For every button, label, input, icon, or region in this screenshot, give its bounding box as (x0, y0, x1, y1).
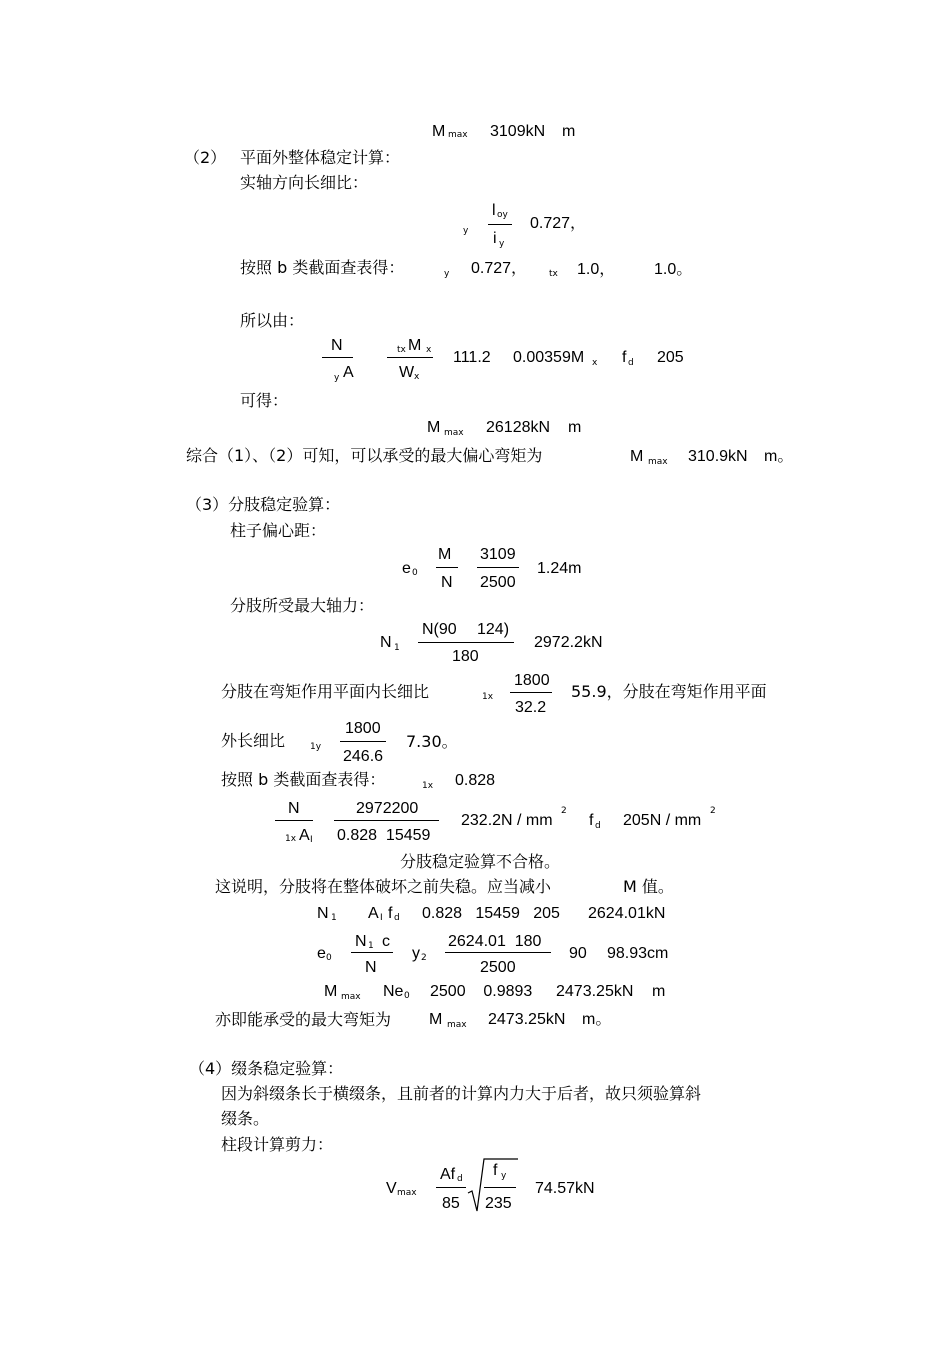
paragraph-text: 柱子偏心距： (230, 521, 327, 540)
formula-text: 1.24m (537, 560, 582, 577)
paragraph-text: 按照 b 类截面查表得： (221, 770, 386, 789)
formula-text: N (380, 634, 392, 651)
subscript: d (628, 358, 634, 368)
subscript: y (444, 269, 450, 279)
formula-text: m。 (582, 1011, 612, 1028)
subscript: y (501, 1171, 507, 1181)
formula-text: M (630, 448, 644, 465)
formula-text: M (427, 419, 441, 436)
formula-text: 0.727， (530, 215, 587, 232)
paragraph-text: 因为斜缀条长于横缀条，且前者的计算内力大于后者，故只须验算斜 (221, 1084, 702, 1103)
formula-text: 32.2 (515, 699, 547, 716)
fraction-bar (445, 952, 551, 953)
formula-text: 1.0， (577, 261, 616, 278)
formula-text: V (386, 1180, 397, 1197)
formula-text: c (382, 933, 390, 950)
formula-text: 0.00359M (513, 349, 585, 366)
formula-text: e (402, 560, 411, 577)
paragraph-text: 可得： (240, 391, 289, 410)
paragraph-text: M 值。 (623, 877, 674, 896)
formula-text: 0.828 15459 205 (422, 905, 560, 922)
subscript: x (426, 345, 432, 355)
formula-text: 3109kN (490, 123, 546, 140)
formula-text: M (408, 337, 422, 354)
formula-text: 232.2N / mm (461, 812, 553, 829)
formula-text: 2972.2kN (534, 634, 603, 651)
formula-text: A (343, 364, 354, 381)
fraction-bar (340, 741, 386, 742)
subscript: 1 (394, 643, 400, 653)
formula-text: e (317, 945, 326, 962)
formula-text: m (562, 123, 576, 140)
subscript: max (341, 992, 361, 1002)
paragraph-text: 所以由： (240, 311, 305, 330)
subscript: I (310, 835, 313, 845)
fraction-bar (334, 820, 439, 821)
paragraph-text: 分肢所受最大轴力： (230, 596, 375, 615)
formula-text: A (368, 905, 379, 922)
formula-text: 74.57kN (535, 1180, 595, 1197)
fraction-bar (477, 567, 519, 568)
paragraph-text: 外长细比 (221, 731, 286, 750)
subscript: 1x (285, 834, 297, 844)
formula-text: 2624.01 180 (448, 933, 542, 950)
formula-text: N (317, 905, 329, 922)
fraction-bar (488, 224, 512, 225)
subscript: 2 (421, 953, 427, 963)
formula-text: Ne (383, 983, 404, 1000)
formula-text: m (652, 983, 666, 1000)
subscript: max (444, 428, 464, 438)
formula-text: 2500 (480, 574, 516, 591)
formula-text: f (622, 349, 627, 366)
subscript: I (380, 913, 383, 923)
subscript: max (448, 130, 468, 140)
section-title: （4）缀条稳定验算： (189, 1059, 344, 1078)
formula-text: i (493, 230, 497, 247)
formula-text: f (589, 812, 594, 829)
subscript: max (397, 1188, 417, 1198)
formula-text: 0.828 (455, 772, 496, 789)
formula-text: Af (440, 1166, 456, 1183)
paragraph-text: 实轴方向长细比： (240, 173, 369, 192)
formula-text: N (331, 337, 343, 354)
formula-text: N (288, 800, 300, 817)
formula-text: 1800 (514, 672, 550, 689)
fraction-bar (436, 1187, 466, 1188)
formula-text: 235 (485, 1195, 512, 1212)
formula-text: l (492, 202, 496, 219)
subscript: y (499, 239, 505, 249)
formula-text: 2500 (480, 959, 516, 976)
formula-text: 310.9kN (688, 448, 748, 465)
subscript: d (394, 913, 400, 923)
fraction-bar (484, 1187, 516, 1188)
paragraph-text: 这说明，分肢将在整体破坏之前失稳。应当减小 (215, 877, 552, 896)
formula-text: m。 (764, 448, 794, 465)
fraction-bar (322, 357, 353, 358)
formula-text: 0.828 15459 (337, 827, 431, 844)
subscript: 0 (404, 991, 410, 1001)
fraction-bar (436, 567, 458, 568)
formula-text: 2624.01kN (588, 905, 666, 922)
paragraph-text: 亦即能承受的最大弯矩为 (215, 1010, 392, 1029)
formula-text: 26128kN (486, 419, 551, 436)
subscript: max (447, 1020, 467, 1030)
section-title: 平面外整体稳定计算： (240, 148, 401, 167)
formula-text: 90 (569, 945, 587, 962)
subscript: y (334, 373, 340, 383)
subscript: 1 (331, 913, 337, 923)
formula-text: M (438, 546, 452, 563)
formula-text: 2500 0.9893 (430, 983, 533, 1000)
formula-text: W (399, 364, 415, 381)
fraction-bar (418, 642, 514, 643)
paragraph-text: 按照 b 类截面查表得： (240, 258, 405, 277)
paragraph-text: 55.9，分肢在弯矩作用平面 (571, 682, 767, 701)
fraction-bar (510, 692, 552, 693)
formula-text: N (365, 959, 377, 976)
subscript: tx (549, 269, 558, 279)
formula-text: 2473.25kN (556, 983, 634, 1000)
section-title: （3）分肢稳定验算： (186, 495, 341, 514)
formula-text: 180 (452, 648, 479, 665)
verdict-text: 分肢稳定验算不合格。 (400, 852, 561, 871)
formula-text: 205N / mm (623, 812, 702, 829)
formula-text: 246.6 (343, 748, 384, 765)
formula-text: 98.93cm (607, 945, 669, 962)
subscript: 1y (310, 742, 322, 752)
paragraph-text: 7.30。 (406, 732, 458, 751)
formula-text: M (432, 123, 446, 140)
subscript: max (648, 457, 668, 467)
paragraph-text: 分肢在弯矩作用平面内长细比 (221, 682, 430, 701)
formula-text: 85 (442, 1195, 460, 1212)
formula-text: 205 (657, 349, 684, 366)
formula-text: M (429, 1011, 443, 1028)
subscript: oy (497, 210, 508, 220)
subscript: d (457, 1174, 463, 1184)
formula-text: 2473.25kN (488, 1011, 566, 1028)
formula-text: 1.0。 (654, 261, 693, 278)
formula-text: 3109 (480, 546, 516, 563)
subscript: tx (397, 345, 406, 355)
formula-text: 124) (477, 621, 510, 638)
superscript: 2 (710, 806, 716, 816)
formula-text: 111.2 (453, 349, 491, 366)
formula-text: N (355, 933, 367, 950)
formula-text: N (441, 574, 453, 591)
fraction-bar (275, 820, 313, 821)
formula-text: A (299, 827, 310, 844)
paragraph-text: 综合（1）、（2）可知，可以承受的最大偏心弯矩为 (186, 446, 543, 465)
subscript: 1 (368, 941, 374, 951)
formula-text: 1800 (345, 720, 381, 737)
subscript: 0 (326, 953, 332, 963)
formula-text: f (388, 905, 393, 922)
formula-text: N(90 (422, 621, 457, 638)
paragraph-text: 柱段计算剪力： (221, 1135, 334, 1154)
subscript: y (463, 226, 469, 236)
formula-text: 2972200 (356, 800, 419, 817)
paragraph-text: 缀条。 (221, 1109, 270, 1128)
superscript: 2 (561, 806, 567, 816)
subscript: 1x (422, 781, 434, 791)
formula-text: y (412, 945, 420, 962)
fraction-bar (387, 357, 433, 358)
subscript: d (595, 821, 601, 831)
formula-text: M (324, 983, 338, 1000)
subscript: x (414, 372, 420, 382)
subscript: 1x (482, 692, 494, 702)
subscript: 0 (412, 568, 418, 578)
fraction-bar (351, 952, 393, 953)
subscript: x (592, 358, 598, 368)
section-number: （2） (184, 148, 227, 167)
formula-text: 0.727， (471, 260, 528, 277)
formula-text: f (493, 1162, 498, 1179)
formula-text: m (568, 419, 582, 436)
